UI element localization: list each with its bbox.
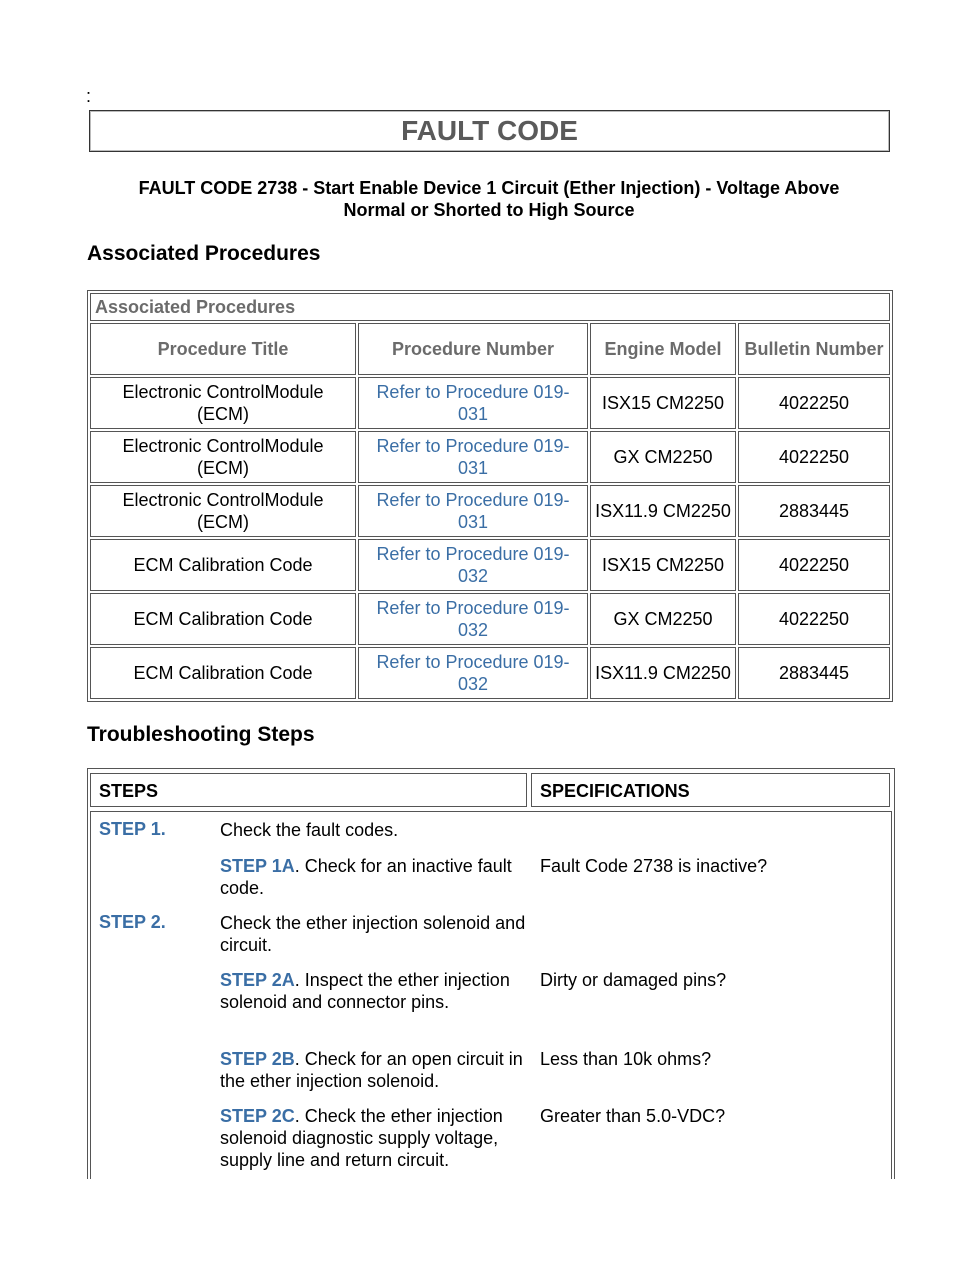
bulletin-number-cell: 4022250 (738, 431, 890, 483)
table-caption: Associated Procedures (90, 293, 890, 321)
page-colon: : (86, 86, 92, 106)
fault-code-header (89, 110, 890, 152)
procedure-title-cell: ECM Calibration Code (90, 647, 356, 699)
procedure-link[interactable]: Refer to Procedure 019-031 (358, 431, 588, 483)
procedure-link[interactable]: Refer to Procedure 019-031 (358, 485, 588, 537)
table-row (90, 647, 890, 699)
step-2a-label[interactable]: STEP 2A (220, 970, 295, 990)
step-2a-spec: Dirty or damaged pins? (540, 970, 727, 990)
fault-title (86, 177, 892, 221)
table-row (90, 431, 890, 483)
step-2c-label[interactable]: STEP 2C (220, 1106, 295, 1126)
table-row (90, 539, 890, 591)
col-steps: STEPS (90, 773, 527, 807)
table-row (90, 593, 890, 645)
table-row (90, 485, 890, 537)
troubleshooting-heading: Troubleshooting Steps (87, 723, 315, 746)
procedure-title-cell: Electronic ControlModule (ECM) (90, 485, 356, 537)
header-title: FAULT CODE (401, 115, 578, 146)
procedure-link[interactable]: Refer to Procedure 019-032 (358, 539, 588, 591)
fault-title-line2: Normal or Shorted to High Source (343, 200, 635, 220)
step-1a-text: STEP 1A. Check for an inactive fault code. (220, 856, 512, 898)
procedure-link[interactable]: Refer to Procedure 019-032 (358, 647, 588, 699)
bulletin-number-cell: 4022250 (738, 593, 890, 645)
procedure-link[interactable]: Refer to Procedure 019-031 (358, 377, 588, 429)
procedure-title-cell: ECM Calibration Code (90, 539, 356, 591)
procedure-title-cell: Electronic ControlModule (ECM) (90, 431, 356, 483)
engine-model-cell: GX CM2250 (590, 431, 736, 483)
col-specifications: SPECIFICATIONS (531, 773, 890, 807)
engine-model-cell: ISX11.9 CM2250 (590, 647, 736, 699)
engine-model-cell: ISX15 CM2250 (590, 539, 736, 591)
fault-title-line1: FAULT CODE 2738 - Start Enable Device 1 Circuit (Ether Injection) - Voltage Above (138, 178, 840, 198)
col-engine-model: Engine Model (590, 323, 736, 375)
associated-procedures-heading: Associated Procedures (87, 242, 321, 265)
associated-procedures-table (87, 290, 893, 702)
bulletin-number-cell: 4022250 (738, 377, 890, 429)
step-1a-spec: Fault Code 2738 is inactive? (540, 856, 768, 876)
step-1a-label[interactable]: STEP 1A (220, 856, 295, 876)
step-2-number[interactable]: STEP 2. (99, 912, 166, 932)
procedure-title-cell: ECM Calibration Code (90, 593, 356, 645)
step-2a-text: STEP 2A. Inspect the ether injection solenoid and connector pins. (220, 970, 510, 1012)
col-bulletin-number: Bulletin Number (738, 323, 890, 375)
col-procedure-number: Procedure Number (358, 323, 588, 375)
procedure-title-cell: Electronic ControlModule (ECM) (90, 377, 356, 429)
bulletin-number-cell: 2883445 (738, 485, 890, 537)
engine-model-cell: GX CM2250 (590, 593, 736, 645)
steps-body (90, 811, 892, 1179)
bulletin-number-cell: 2883445 (738, 647, 890, 699)
table-row (90, 377, 890, 429)
engine-model-cell: ISX11.9 CM2250 (590, 485, 736, 537)
engine-model-cell: ISX15 CM2250 (590, 377, 736, 429)
procedure-link[interactable]: Refer to Procedure 019-032 (358, 593, 588, 645)
bulletin-number-cell: 4022250 (738, 539, 890, 591)
step-2-text: Check the ether injection solenoid and circuit. (220, 913, 526, 955)
step-2b-text: STEP 2B. Check for an open circuit in the ether injection solenoid. (220, 1049, 523, 1091)
step-2c-text: STEP 2C. Check the ether injection solenoid diagnostic supply voltage, supply line and return circuit. (220, 1106, 503, 1170)
step-1-text: Check the fault codes. (220, 820, 399, 840)
troubleshooting-table (87, 768, 895, 1179)
step-2b-label[interactable]: STEP 2B (220, 1049, 295, 1069)
step-2b-spec: Less than 10k ohms? (540, 1049, 712, 1069)
col-procedure-title: Procedure Title (90, 323, 356, 375)
step-1-number[interactable]: STEP 1. (99, 819, 166, 839)
step-2c-spec: Greater than 5.0-VDC? (540, 1106, 726, 1126)
